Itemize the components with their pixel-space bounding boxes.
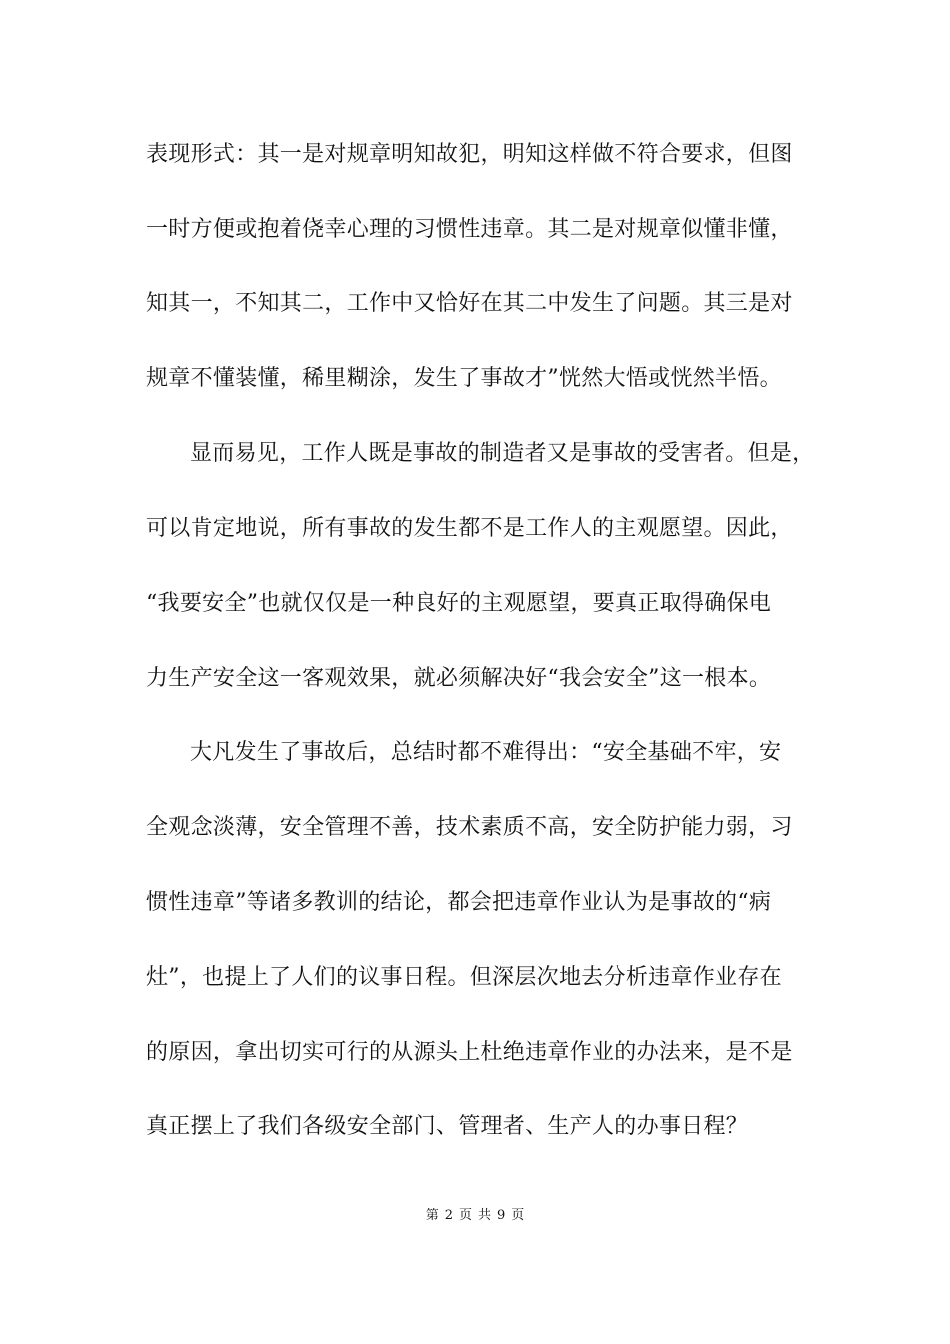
text-line-8: 力生产安全这一客观效果，就必须解决好“我会安全”这一根本。 <box>146 666 772 691</box>
text-line-3: 知其一，不知其二，工作中又恰好在其二中发生了问题。其三是对 <box>146 291 793 316</box>
text-line-11: 惯性违章”等诸多教训的结论，都会把违章作业认为是事故的“病 <box>146 890 772 915</box>
footer-ye-end: 页 <box>511 1208 525 1223</box>
text-line-7: “我要安全”也就仅仅是一种良好的主观愿望，要真正取得确保电 <box>146 591 772 616</box>
text-line-2: 一时方便或抱着侥幸心理的习惯性违章。其二是对规章似懂非懂， <box>146 217 793 242</box>
footer-ye: 页 <box>458 1208 472 1223</box>
text-line-6: 可以肯定地说，所有事故的发生都不是工作人的主观愿望。因此， <box>146 516 793 541</box>
text-line-12: 灶”，也提上了人们的议事日程。但深层次地去分析违章作业存在 <box>146 965 782 990</box>
text-line-4: 规章不懂装懂，稀里糊涂，发生了事故才”恍然大悟或恍然半悟。 <box>146 366 782 391</box>
footer-gong: 共 <box>478 1208 492 1223</box>
text-line-14: 真正摆上了我们各级安全部门、管理者、生产人的办事日程？ <box>146 1114 749 1139</box>
footer-current-page: 2 <box>444 1208 453 1223</box>
paragraph-3-line-1: 大凡发生了事故后，总结时都不难得出：“安全基础不牢，安 <box>190 740 782 765</box>
paragraph-2-line-1: 显而易见，工作人既是事故的制造者又是事故的受害者。但是， <box>190 441 815 466</box>
text-line-13: 的原因，拿出切实可行的从源头上杜绝违章作业的办法来，是不是 <box>146 1040 793 1065</box>
page-footer <box>0 1208 950 1224</box>
footer-total-pages: 9 <box>497 1208 506 1223</box>
text-line-10: 全观念淡薄，安全管理不善，技术素质不高，安全防护能力弱，习 <box>146 815 793 840</box>
footer-di: 第 <box>425 1208 439 1223</box>
text-line-1: 表现形式：其一是对规章明知故犯，明知这样做不符合要求，但图 <box>146 142 793 167</box>
